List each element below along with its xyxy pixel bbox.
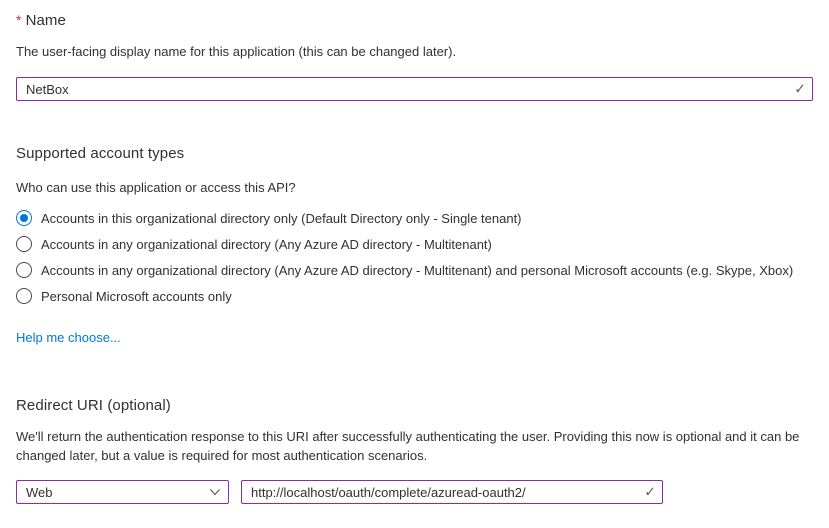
platform-select-value: Web	[26, 484, 53, 500]
help-me-choose-link[interactable]: Help me choose...	[16, 330, 121, 345]
radio-button[interactable]	[16, 288, 32, 304]
chevron-down-icon	[209, 486, 221, 498]
required-marker: *	[16, 12, 22, 28]
name-description: The user-facing display name for this application (this can be changed later).	[16, 44, 457, 59]
valid-check-icon: ✓	[644, 483, 656, 500]
platform-select[interactable]	[16, 480, 229, 504]
name-input[interactable]	[16, 77, 813, 101]
radio-option-multitenant-personal[interactable]	[16, 257, 813, 283]
valid-check-icon: ✓	[794, 80, 806, 97]
account-types-heading: Supported account types	[16, 145, 185, 162]
redirect-uri-row	[16, 480, 813, 504]
radio-button[interactable]	[16, 262, 32, 278]
name-section-heading	[16, 12, 813, 29]
redirect-uri-heading: Redirect URI (optional)	[16, 397, 171, 414]
radio-option-label: Accounts in this organizational directory only (Default Directory only - Single tenant)	[41, 210, 522, 226]
radio-option-label: Accounts in any organizational directory (Any Azure AD directory - Multitenant)	[41, 236, 492, 252]
radio-option-single-tenant[interactable]	[16, 205, 813, 231]
name-input-wrap	[16, 77, 813, 101]
radio-option-personal-only[interactable]	[16, 283, 813, 309]
name-heading-label: Name	[25, 12, 66, 29]
redirect-uri-description: We'll return the authentication response to this URI after successfully authenticating the user. Providing this now is optional and it can be changed later, but a value is required for most authentication scenarios.	[16, 429, 800, 463]
radio-option-label: Accounts in any organizational directory (Any Azure AD directory - Multitenant) and personal Microsoft accounts (e.g. Skype, Xbox)	[41, 262, 794, 278]
radio-button[interactable]	[16, 210, 32, 226]
account-types-question: Who can use this application or access this API?	[16, 180, 296, 195]
app-registration-form	[0, 12, 829, 504]
radio-option-label: Personal Microsoft accounts only	[41, 288, 232, 304]
account-types-radio-group	[16, 205, 813, 309]
radio-button[interactable]	[16, 236, 32, 252]
redirect-uri-input-wrap	[241, 480, 663, 504]
redirect-uri-input[interactable]	[241, 480, 663, 504]
radio-option-multitenant[interactable]	[16, 231, 813, 257]
